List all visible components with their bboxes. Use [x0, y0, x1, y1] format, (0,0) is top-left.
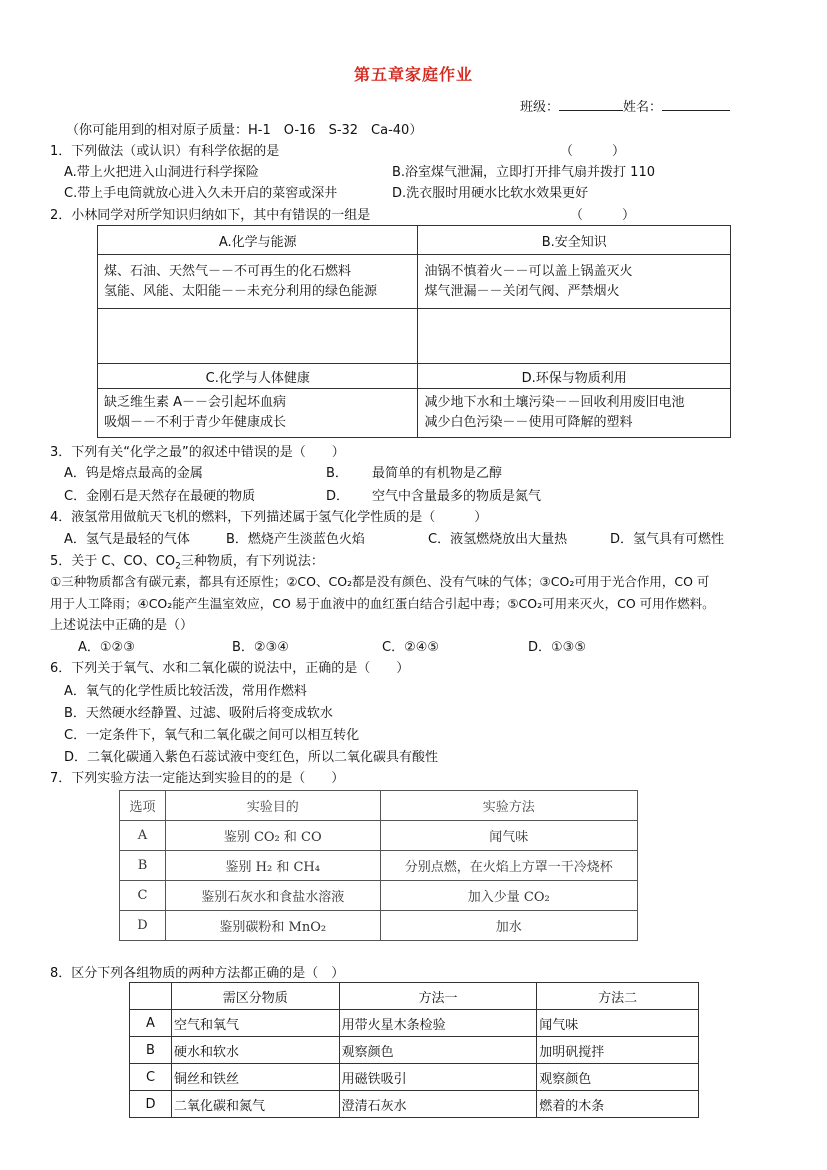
q5-statement-line1: ①三种物质都含有碳元素，都具有还原性；②CO、CO₂都是没有颜色、没有气味的气体；③CO₂可用于光合作用，CO 可 [50, 574, 710, 589]
q6-option-b: B．天然硬水经静置、过滤、吸附后将变成软水 [64, 706, 333, 721]
q8-row-c-substances: 铜丝和铁丝 [171, 1064, 339, 1091]
q6-option-c: C．一定条件下，氧气和二氧化碳之间可以相互转化 [64, 728, 360, 743]
table-row [130, 1010, 699, 1037]
table-row [120, 851, 638, 881]
page-title: 第五章家庭作业 [353, 65, 473, 84]
table-row [130, 1064, 699, 1091]
q8-row-b-method2: 加明矾搅拌 [537, 1037, 699, 1064]
q5-stem [50, 550, 324, 572]
q8-row-d-substances: 二氧化碳和氮气 [171, 1091, 339, 1118]
q2-c-line2: 吸烟－－不利于青少年健康成长 [104, 415, 287, 430]
q8-header-blank [130, 983, 172, 1010]
q5-stem-subscript: 2 [175, 561, 181, 572]
q4-option-d: D．氢气具有可燃性 [610, 532, 725, 547]
q5-option-d: D．①③⑤ [528, 640, 586, 655]
q1-option-c: C.带上手电筒就放心进入久未开启的菜窖或深井 [64, 186, 338, 201]
q7-row-d-option: D [120, 911, 166, 941]
q8-header-substances: 需区分物质 [171, 983, 339, 1010]
q8-header-method2: 方法二 [537, 983, 699, 1010]
q3-option-d-letter: D． [326, 489, 350, 504]
atomic-masses-note: （你可能用到的相对原子质量：H-1 O-16 S-32 Ca-40） [66, 123, 423, 138]
table-row [120, 911, 638, 941]
q4-option-c: C．液氢燃烧放出大量热 [428, 532, 568, 547]
q3-option-b: 最简单的有机物是乙醇 [372, 466, 503, 481]
table-row [120, 821, 638, 851]
q4-stem: 4．液氢常用做航天飞机的燃料，下列描述属于氢气化学性质的是（ ） [50, 510, 488, 525]
q8-row-c-method2: 观察颜色 [537, 1064, 699, 1091]
q7-row-c-purpose: 鉴别石灰水和食盐水溶液 [165, 881, 380, 911]
q2-b-line2: 煤气泄漏－－关闭气阀、严禁烟火 [424, 283, 620, 299]
q2-b-line1: 油锅不慎着火－－可以盖上锅盖灭火 [424, 263, 633, 279]
q6-option-d: D．二氧化碳通入紫色石蕊试液中变红色，所以二氧化碳具有酸性 [64, 750, 439, 765]
q7-header-option: 选项 [120, 791, 166, 821]
q7-row-b-option: B [120, 851, 166, 881]
q7-row-a-option: A [120, 821, 166, 851]
q3-option-c: C．金刚石是天然存在最硬的物质 [64, 489, 256, 504]
q2-cell-d [418, 389, 731, 438]
q8-row-a-option: A [130, 1010, 172, 1037]
class-label: 班级： [520, 100, 560, 115]
q7-row-a-method: 闻气味 [380, 821, 637, 851]
q2-cell-a [98, 255, 418, 309]
q7-row-a-purpose: 鉴别 CO₂ 和 CO [165, 821, 380, 851]
q7-header-purpose: 实验目的 [165, 791, 380, 821]
q2-head-b: B.安全知识 [418, 226, 731, 255]
q4-option-a: A．氢气是最轻的气体 [64, 532, 190, 547]
q7-stem: 7．下列实验方法一定能达到实验目的的是（ ） [50, 771, 345, 786]
q8-row-a-substances: 空气和氧气 [171, 1010, 339, 1037]
q8-stem: 8．区分下列各组物质的两种方法都正确的是（ ） [50, 966, 345, 981]
q7-table [119, 790, 638, 941]
q2-table [97, 225, 731, 438]
q2-d-line2: 减少白色污染－－使用可降解的塑料 [424, 415, 633, 430]
q4-option-b: B．燃烧产生淡蓝色火焰 [226, 532, 365, 547]
q8-table [129, 982, 699, 1118]
q2-empty-cell-right [418, 309, 731, 364]
q3-option-d: 空气中含量最多的物质是氮气 [372, 489, 542, 504]
q8-row-d-method1: 澄清石灰水 [339, 1091, 537, 1118]
q8-row-a-method2: 闻气味 [537, 1010, 699, 1037]
q8-row-c-option: C [130, 1064, 172, 1091]
q1-option-a: A.带上火把进入山洞进行科学探险 [64, 165, 259, 180]
q2-cell-c [98, 389, 418, 438]
q8-row-a-method1: 用带火星木条检验 [339, 1010, 537, 1037]
q2-head-a: A.化学与能源 [98, 226, 418, 255]
q6-stem: 6．下列关于氧气、水和二氧化碳的说法中，正确的是（ ） [50, 661, 410, 676]
q7-row-c-option: C [120, 881, 166, 911]
q8-row-b-method1: 观察颜色 [339, 1037, 537, 1064]
q5-stem-part2: 三种物质，有下列说法： [180, 554, 324, 569]
q3-stem: 3．下列有关“化学之最”的叙述中错误的是（ ） [50, 445, 345, 460]
q5-option-b: B．②③④ [232, 640, 289, 655]
q3-option-b-letter: B． [326, 466, 348, 481]
q2-answer-paren: （ ） [570, 208, 636, 223]
q5-option-c: C．②④⑤ [382, 640, 440, 655]
q1-option-d: D.洗衣服时用硬水比软水效果更好 [392, 186, 589, 201]
q7-header-method: 实验方法 [380, 791, 637, 821]
q2-head-c: C.化学与人体健康 [98, 364, 418, 389]
q7-row-d-purpose: 鉴别碳粉和 MnO₂ [165, 911, 380, 941]
table-row [130, 1091, 699, 1118]
q8-header-method1: 方法一 [339, 983, 537, 1010]
q2-d-line1: 减少地下水和土壤污染－－回收利用废旧电池 [424, 395, 685, 410]
q5-statement-line2: 用于人工降雨；④CO₂能产生温室效应，CO 易于血液中的血红蛋白结合引起中毒；⑤CO₂可用来灭火，CO 可用作燃料。 [50, 596, 715, 611]
q2-cell-b [418, 255, 731, 309]
q3-option-a: A．钨是熔点最高的金属 [64, 466, 203, 481]
q8-row-b-substances: 硬水和软水 [171, 1037, 339, 1064]
q2-a-line1: 煤、石油、天然气－－不可再生的化石燃料 [104, 263, 352, 279]
q5-option-a: A．①②③ [78, 640, 135, 655]
q7-row-c-method: 加入少量 CO₂ [380, 881, 637, 911]
q1-answer-paren: （ ） [560, 144, 626, 159]
q8-row-b-option: B [130, 1037, 172, 1064]
q7-row-d-method: 加水 [380, 911, 637, 941]
q2-empty-cell-left [98, 309, 418, 364]
q5-statement-line3: 上述说法中正确的是（） [50, 618, 194, 633]
q2-head-d: D.环保与物质利用 [418, 364, 731, 389]
name-label: 姓名： [623, 100, 663, 115]
q2-a-line2: 氢能、风能、太阳能－－未充分利用的绿色能源 [104, 283, 378, 299]
q7-row-b-purpose: 鉴别 H₂ 和 CH₄ [165, 851, 380, 881]
q2-stem: 2．小林同学对所学知识归纳如下，其中有错误的一组是 [50, 208, 371, 223]
table-row [120, 881, 638, 911]
name-blank [662, 98, 730, 111]
table-row [130, 1037, 699, 1064]
q1-stem: 1．下列做法（或认识）有科学依据的是 [50, 144, 280, 159]
class-blank [559, 98, 623, 111]
q2-c-line1: 缺乏维生素 A－－会引起坏血病 [104, 395, 287, 410]
q1-option-b: B.浴室煤气泄漏，立即打开排气扇并拨打 110 [392, 165, 655, 180]
q5-stem-part1: 5．关于 C、CO、CO [50, 554, 176, 569]
q8-row-d-method2: 燃着的木条 [537, 1091, 699, 1118]
q8-row-d-option: D [130, 1091, 172, 1118]
q8-row-c-method1: 用磁铁吸引 [339, 1064, 537, 1091]
q6-option-a: A．氧气的化学性质比较活泼，常用作燃料 [64, 684, 307, 699]
q7-row-b-method: 分别点燃，在火焰上方罩一干冷烧杯 [380, 851, 637, 881]
class-name-line [520, 96, 730, 115]
